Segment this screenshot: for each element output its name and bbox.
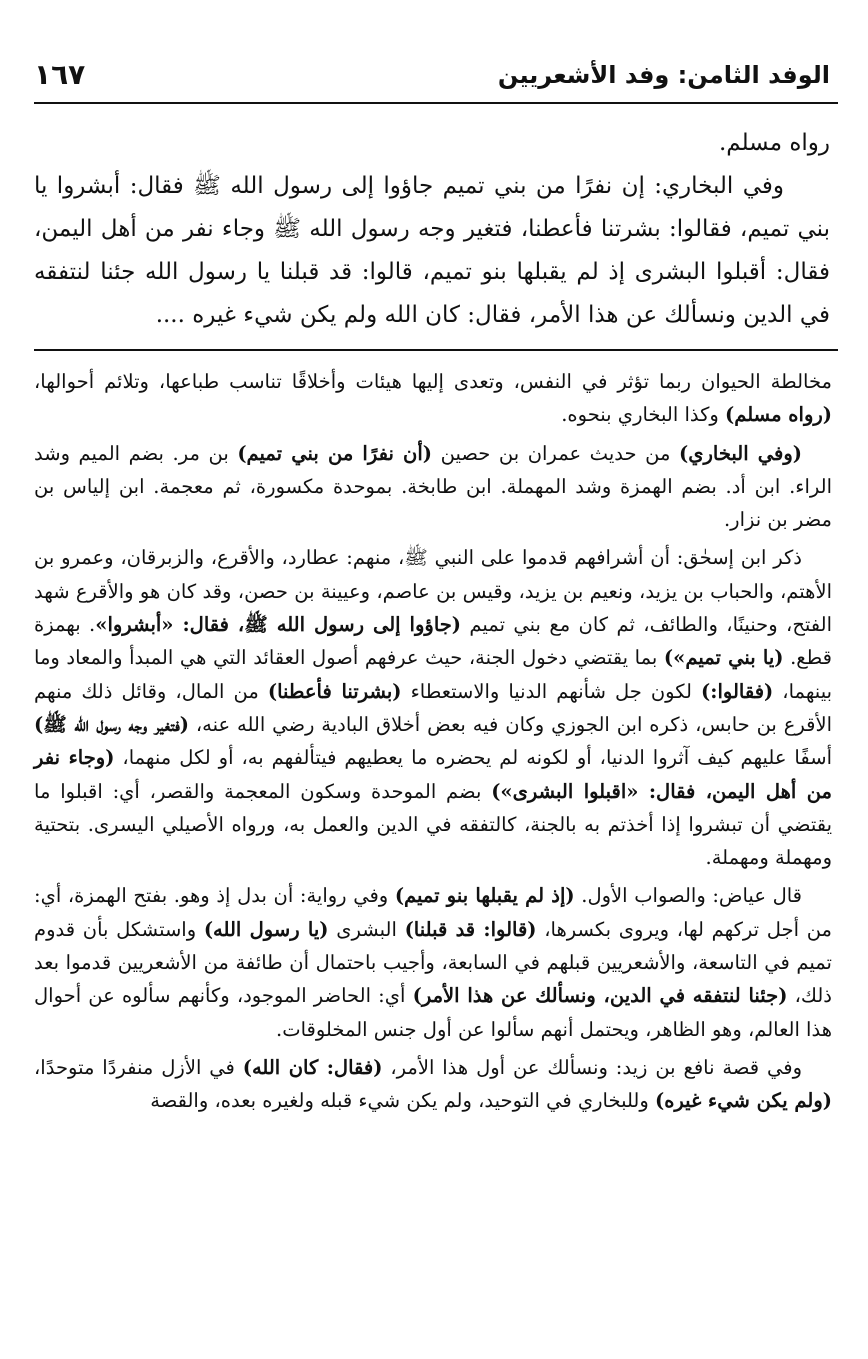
commentary-text: وكذا البخاري بنحوه. bbox=[561, 403, 726, 427]
commentary-paragraph-5 bbox=[34, 1051, 832, 1118]
commentary-paragraph-1 bbox=[34, 365, 832, 432]
commentary-text: من حديث عمران بن حصين bbox=[432, 441, 679, 465]
running-header bbox=[34, 50, 838, 104]
page-number: ١٦٧ bbox=[34, 58, 86, 91]
commentary-text: أسفًا عليهم كيف آثروا الدنيا، أو لكونه لم يحضره ما يعطيهم فيتألفهم به، أو لكل منهما، bbox=[114, 746, 832, 770]
quoted-hadith-phrase: (رواه مسلم) bbox=[725, 403, 832, 427]
commentary-text: وللبخاري في التوحيد، ولم يكن شيء قبله ولغيره بعده، والقصة bbox=[150, 1089, 655, 1113]
commentary-paragraph-4 bbox=[34, 879, 832, 1045]
commentary-text: البشرى bbox=[328, 917, 405, 941]
quoted-hadith-phrase: (وفي البخاري) bbox=[678, 441, 803, 465]
commentary-text: وفي قصة نافع بن زيد: ونسألك عن أول هذا الأمر، bbox=[382, 1055, 802, 1079]
commentary-paragraph-2 bbox=[34, 437, 832, 537]
quoted-hadith-phrase: (جاؤوا إلى رسول الله ﷺ، فقال: «أبشروا» bbox=[95, 613, 462, 637]
commentary-text: مخالطة الحيوان ربما تؤثر في النفس، وتعدى إليها هيئات وأخلاقًا تناسب طباعها، وتلائم أحوالها، bbox=[34, 370, 832, 393]
commentary-text: . بهمزة قطع. bbox=[34, 613, 832, 670]
quoted-hadith-phrase: (يا بني تميم») bbox=[663, 646, 784, 670]
commentary-text: بما يقتضي دخول الجنة، حيث عرفهم أصول العقائد التي هي المبدأ والمعاد وما بينهما، bbox=[34, 646, 833, 703]
chapter-title: الوفد الثامن: وفد الأشعريين bbox=[497, 61, 830, 89]
quoted-hadith-phrase: (فقال: كان الله) bbox=[242, 1055, 383, 1079]
commentary-text: وفي رواية: أن بدل إذ وهو. بفتح الهمزة، أي: من أجل تركهم لها، ويروى بكسرها، bbox=[34, 884, 832, 941]
commentary bbox=[34, 365, 838, 1118]
quoted-hadith-phrase: (وجاء نفر من أهل اليمن، فقال: «اقبلوا البشرى») bbox=[34, 746, 833, 803]
commentary-text: ذكر ابن إسحٰق: أن أشرافهم قدموا على النبي ﷺ، منهم: عطارد، والأقرع، والزبرقان، وعمرو بن الأهتم، والحباب بن يزيد، ونعيم بن يزيد، وقيس بن عاصم، وعيينة بن حصن، وقد كان هو والأقرع شهد الفتح، وحنينًا، والطائف، ثم كان مع بني تميم bbox=[34, 546, 833, 637]
commentary-text: قال عياض: والصواب الأول. bbox=[574, 884, 803, 908]
commentary-text: في الأزل منفردًا متوحدًا، bbox=[34, 1055, 243, 1079]
quoted-hadith-phrase: (بشرتنا فأعطنا) bbox=[267, 679, 402, 703]
commentary-text: من المال، وقائل ذلك منهم الأقرع بن حابس، ذكره ابن الجوزي وكان فيه بعض أخلاق البادية رضي الله عنه، bbox=[34, 679, 833, 736]
commentary-text: بن مر. بضم الميم وشد الراء. ابن أد. بضم الهمزة وشد المهملة. ابن طابخة. بموحدة مكسورة، ثم معجمة. ابن إلياس بن مضر بن نزار. bbox=[34, 441, 832, 532]
commentary-text: أي: الحاضر الموجود، وكأنهم سألوه عن أحوال هذا العالم، وهو الظاهر، ويحتمل أنهم سألوا عن أول جنس المخلوقات. bbox=[34, 984, 832, 1041]
commentary-text: لكون جل شأنهم الدنيا والاستعطاء bbox=[401, 679, 702, 703]
hadith-text bbox=[34, 122, 838, 337]
footnote-divider bbox=[34, 349, 838, 351]
commentary-text: بضم الموحدة وسكون المعجمة والقصر، أي: اقبلوا ما يقتضي أن تبشروا إذا أخذتم به بالجنة، كالتفقه في الدين والعمل به، ورواه الأصيلي اليسرى. بتحتية ومهملة ومهملة. bbox=[34, 779, 832, 870]
quoted-hadith-phrase: (قالوا: قد قبلنا) bbox=[404, 917, 537, 941]
quoted-hadith-phrase: (فقالوا:) bbox=[701, 679, 774, 703]
commentary-text: واستشكل بأن قدوم تميم في التاسعة، والأشعريين قبلهم في السابعة، وأجيب باحتمال أن طائفة من الأشعريين قدموا بعد ذلك، bbox=[34, 917, 832, 1008]
quoted-hadith-phrase: (إذ لم يقبلها بنو تميم) bbox=[394, 884, 575, 908]
quoted-hadith-phrase: (جئنا لنتفقه في الدين، ونسألك عن هذا الأمر) bbox=[412, 984, 788, 1008]
quoted-hadith-phrase: (ولم يكن شيء غيره) bbox=[654, 1089, 832, 1113]
hadith-paragraph-1: رواه مسلم. bbox=[718, 130, 830, 156]
quoted-hadith-phrase: (أن نفرًا من بني تميم) bbox=[237, 441, 433, 465]
quoted-hadith-phrase: (يا رسول الله) bbox=[203, 917, 329, 941]
hadith-paragraph-2: وفي البخاري: إن نفرًا من بني تميم جاؤوا إلى رسول الله ﷺ فقال: أبشروا يا بني تميم، فقالوا: بشرتنا فأعطنا، فتغير وجه رسول الله ﷺ وجاء نفر من أهل اليمن، فقال: أقبلوا البشرى إذ لم يقبلها بنو تميم، قالوا: قد قبلنا يا رسول الله جئنا لنتفقه في الدين ونسألك عن هذا الأمر، فقال: كان الله ولم يكن شيء غيره .... bbox=[34, 173, 830, 328]
quoted-hadith-phrase: (فتغير وجه رسول الله ﷺ) bbox=[34, 712, 189, 736]
commentary-paragraph-3 bbox=[34, 541, 832, 874]
